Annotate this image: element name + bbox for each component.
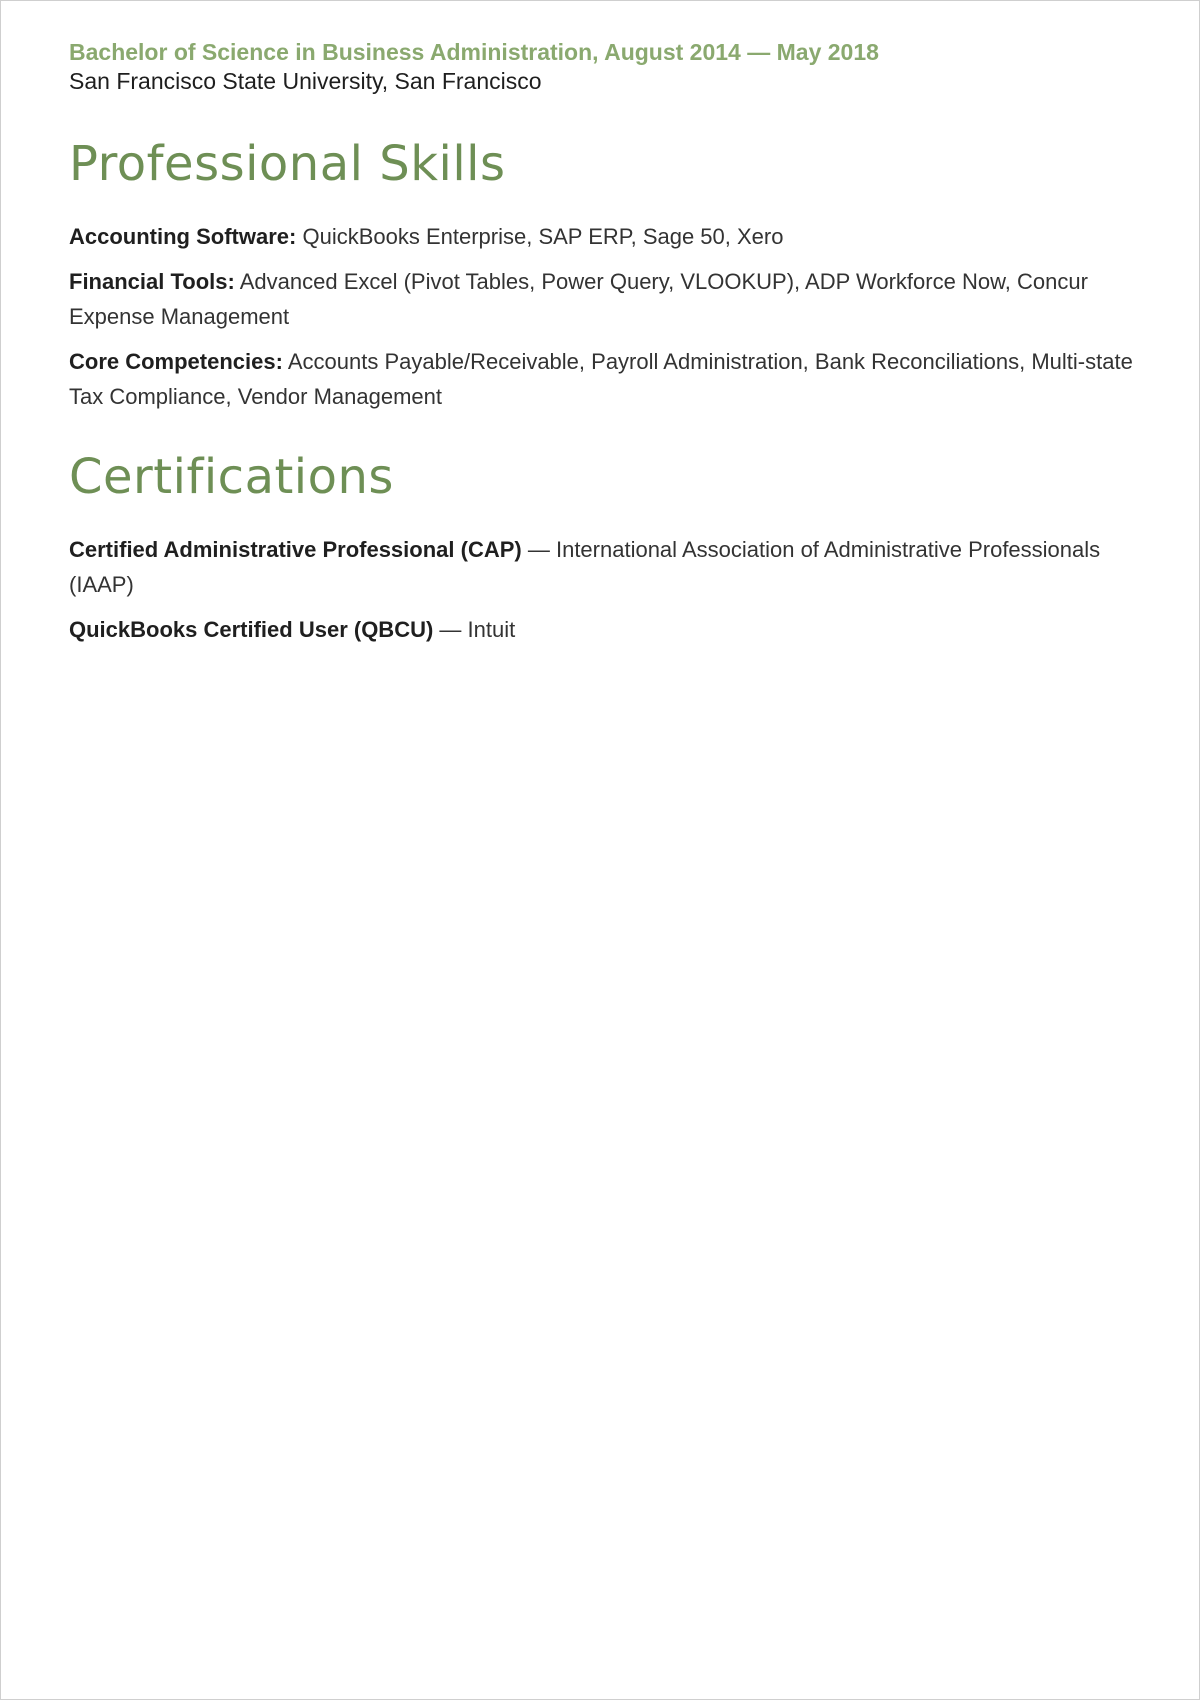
certification-issuer: Intuit — [467, 617, 516, 642]
resume-content — [69, 37, 1149, 657]
skill-label: Core Competencies: — [69, 349, 283, 374]
certification-separator: — — [527, 537, 550, 562]
certification-row-qbcu — [69, 612, 1149, 647]
skills-heading: Professional Skills — [69, 136, 506, 192]
skill-value: QuickBooks Enterprise, SAP ERP, Sage 50, Xero — [302, 224, 784, 249]
skill-row-accounting-software — [69, 219, 1149, 254]
skill-label: Financial Tools: — [69, 269, 235, 294]
certification-name: QuickBooks Certified User (QBCU) — [69, 617, 434, 642]
certification-separator: — — [439, 617, 462, 642]
education-entry — [69, 37, 1149, 95]
education-degree: Bachelor of Science in Business Administration, August 2014 — May 2018 — [69, 39, 879, 65]
certification-issuer: International Association of Administrative Professionals (IAAP) — [69, 537, 1101, 597]
skill-value: Accounts Payable/Receivable, Payroll Administration, Bank Reconciliations, Multi-state Tax Compliance, Vendor Management — [69, 349, 1133, 409]
certification-name: Certified Administrative Professional (CAP) — [69, 537, 522, 562]
education-school: San Francisco State University, San Francisco — [69, 68, 542, 94]
skills-list — [69, 219, 1149, 414]
certification-row-cap — [69, 532, 1149, 602]
certifications-heading: Certifications — [69, 449, 394, 505]
skill-row-core-competencies — [69, 344, 1149, 414]
skill-row-financial-tools — [69, 264, 1149, 334]
skill-label: Accounting Software: — [69, 224, 297, 249]
certifications-list — [69, 532, 1149, 647]
skill-value: Advanced Excel (Pivot Tables, Power Query, VLOOKUP), ADP Workforce Now, Concur Expense Management — [69, 269, 1088, 329]
